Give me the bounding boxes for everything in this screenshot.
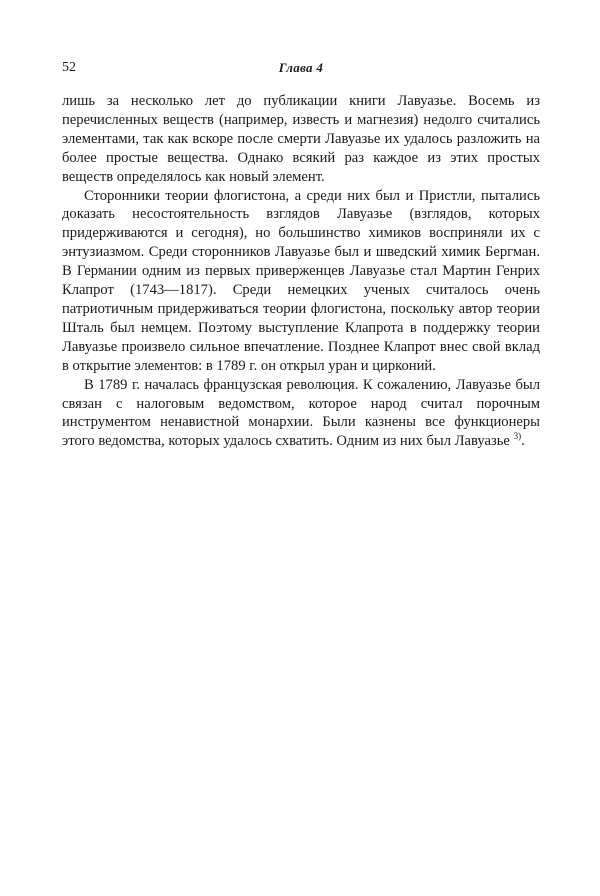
footnote-reference: 3)	[513, 431, 522, 442]
body-text	[62, 92, 540, 451]
chapter-title: Глава 4	[278, 60, 324, 75]
paragraph-1	[62, 92, 540, 187]
page-number: 52	[62, 60, 76, 75]
paragraph-3-text: В 1789 г. началась французская революция. К сожалению, Лавуазье был связан с налоговым ведомством, которое народ считал порочным инструментом ненавистной монархии. Были казнены все функционеры этого ведомства, которых удалось схватить. Одним из них был Лавуазье	[62, 376, 540, 450]
running-head	[62, 60, 540, 80]
paragraph-1-text: лишь за несколько лет до публикации книги Лавуазье. Восемь из перечисленных веществ (например, известь и магнезия) недолго считались элементами, так как вскоре после смерти Лавуазье их удалось разложить на более простые вещества. Однако всякий раз каждое из этих простых веществ определялось как новый элемент.	[62, 93, 540, 185]
paragraph-3: В 1789 г. началась французская революция. К сожалению, Лавуазье был связан с налоговым ведомством, которое народ считал порочным инструментом ненавистной монархии. Были казнены все функционеры этого ведомства, которых удалось схватить. Одним из них был Лавуазье $^{3)}$.	[62, 376, 540, 450]
paragraph-2	[62, 187, 540, 376]
paragraph-2-text: Сторонники теории флогистона, а среди них был и Пристли, пытались доказать несостоятельность взглядов Лавуазье (взглядов, которых придерживаются и сегодня), но большинство химиков восприняли их с энтузиазмом. Среди сторонников Лавуазье был и шведский химик Бергман. В Германии одним из первых приверженцев Лавуазье стал Мартин Генрих Клапрот (1743—1817). Среди немецких ученых считалось очень патриотичным придерживаться теории флогистона, поскольку автор теории Шталь был немцем. Поэтому выступление Клапрота в поддержку теории Лавуазье произвело сильное впечатление. Позднее Клапрот внес свой вклад в открытие элементов: в 1789 г. он открыл уран и цирконий.	[62, 187, 540, 374]
